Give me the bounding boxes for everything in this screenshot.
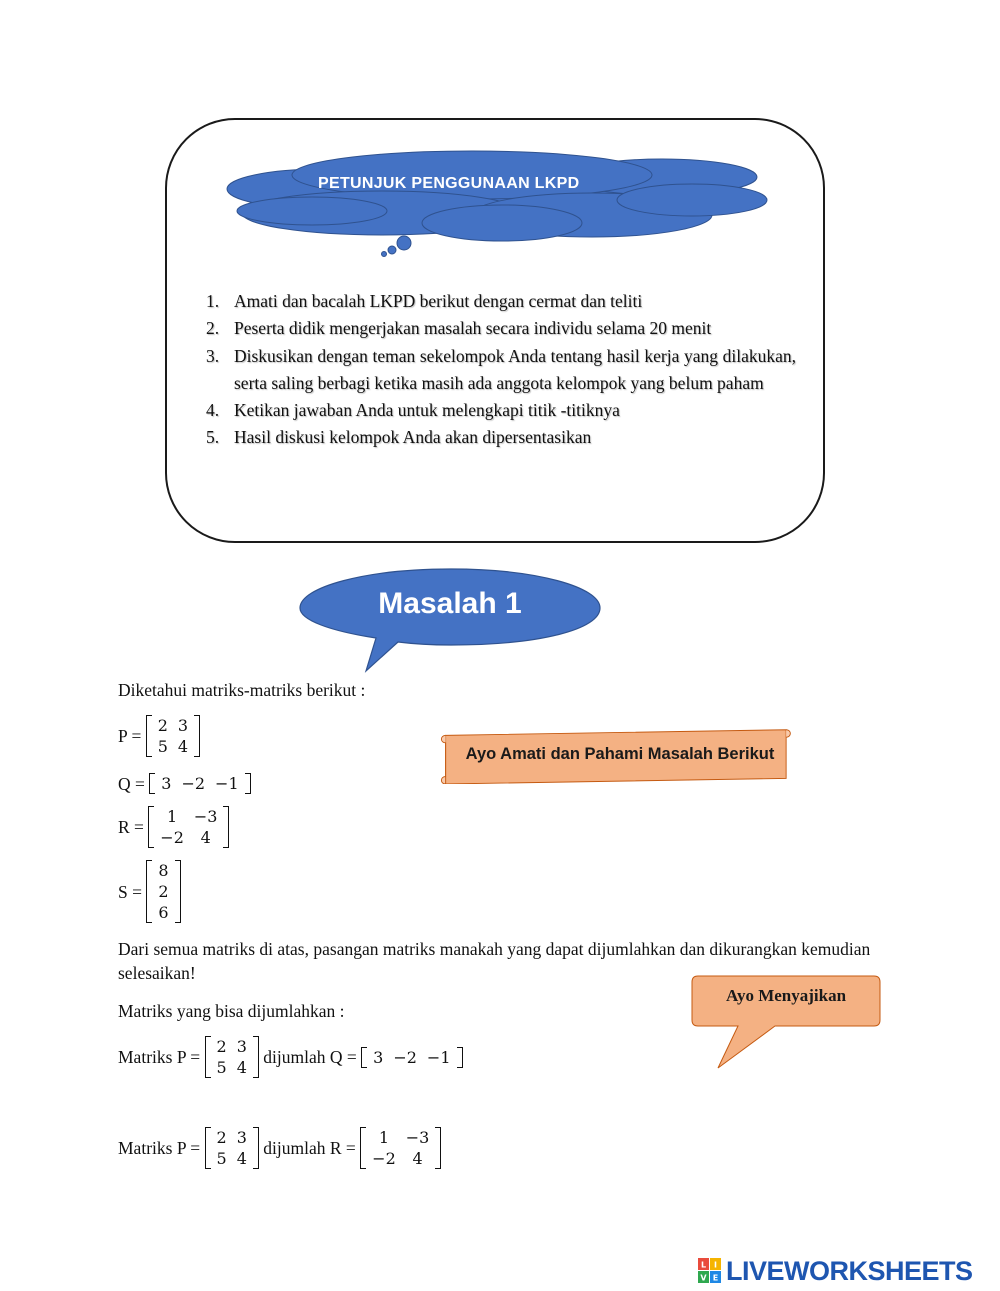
instructions-list <box>206 288 796 452</box>
pair2-row <box>118 1127 441 1169</box>
matrix-r <box>360 1127 441 1169</box>
list-item-number: 4. <box>206 400 220 421</box>
matrix-s <box>146 860 180 923</box>
matrix-cell: 3 <box>177 716 189 735</box>
question-text: Dari semua matriks di atas, pasangan matriks manakah yang dapat dijumlahkan dan dikurangkan kemudian selesaikan! <box>118 939 871 983</box>
matrix-q-label: Q = <box>118 773 145 794</box>
list-item <box>206 315 796 342</box>
pair1-connector: dijumlah Q = <box>263 1047 357 1067</box>
matrix-cell: −1 <box>215 774 239 794</box>
matrix-cell: 2 <box>157 716 168 735</box>
badge-letter: I <box>714 1260 717 1270</box>
list-item <box>206 397 796 424</box>
pair2-prefix: Matriks P = <box>118 1138 201 1158</box>
matrix-r-label: R = <box>118 817 144 837</box>
matrix-q <box>361 1047 462 1068</box>
liveworksheets-badge-icon <box>698 1258 722 1284</box>
matrix-cell: 3 <box>236 1037 247 1056</box>
list-item-text: Hasil diskusi kelompok Anda akan dipersentasikan <box>234 427 592 448</box>
liveworksheets-logo <box>698 1255 973 1287</box>
matrix-p-label: P = <box>118 726 142 746</box>
matrix-cell: 3 <box>161 774 172 794</box>
list-item-text: Ketikan jawaban Anda untuk melengkapi titik -titiknya <box>234 400 620 421</box>
masalah-title: Masalah 1 <box>378 587 522 620</box>
list-item <box>206 424 796 451</box>
list-item-text: Amati dan bacalah LKPD berikut dengan cermat dan teliti <box>234 291 643 311</box>
pair2-connector: dijumlah R = <box>263 1138 356 1158</box>
matrix-cell: 5 <box>216 1058 227 1077</box>
matrix-cell: 8 <box>158 861 169 880</box>
intro-text: Diketahui matriks-matriks berikut : <box>118 680 366 700</box>
pair1-prefix: Matriks P = <box>118 1047 201 1067</box>
matrix-r-row <box>118 806 229 848</box>
matrix-p <box>205 1036 259 1078</box>
logo-text: LIVEWORKSHEETS <box>726 1255 973 1286</box>
matrix-cell: 5 <box>216 1149 227 1168</box>
matrix-s-label: S = <box>118 881 142 902</box>
matrix-cell: 3 <box>373 1047 384 1067</box>
matrix-p <box>205 1127 259 1169</box>
matrix-cell: 1 <box>167 807 178 826</box>
pair1-row <box>118 1036 463 1078</box>
matrix-cell: 6 <box>158 903 169 922</box>
matrix-cell: 4 <box>200 828 211 847</box>
list-item-text: Diskusikan dengan teman sekelompok Anda tentang hasil kerja yang dilakukan, serta saling berbagi ketika masih ada anggota kelompok yang belum paham <box>234 345 796 393</box>
matrix-cell: −1 <box>426 1047 451 1067</box>
instructions-cloud <box>222 145 772 260</box>
matrix-p-row <box>118 715 200 757</box>
matrix-q-row <box>118 770 251 796</box>
matrix-cell: 1 <box>378 1128 390 1147</box>
matrix-p <box>146 715 200 757</box>
badge-letter: E <box>712 1273 719 1283</box>
callout-text: Ayo Menyajikan <box>725 986 847 1005</box>
matrix-cell: 4 <box>236 1149 247 1168</box>
matrix-cell: 5 <box>157 737 168 756</box>
matrix-cell: 4 <box>236 1058 247 1077</box>
matrix-cell: −2 <box>372 1149 396 1168</box>
matrix-cell: 4 <box>177 737 189 756</box>
list-item-number: 1. <box>206 291 220 311</box>
matrix-s-row <box>118 860 181 923</box>
matrix-cell: −3 <box>405 1128 430 1147</box>
list-item <box>206 343 796 398</box>
list-item <box>206 288 796 315</box>
matrix-cell: −2 <box>160 828 184 847</box>
matrix-cell: 4 <box>412 1149 423 1168</box>
matrix-cell: −2 <box>181 774 206 794</box>
matrix-cell: −2 <box>393 1047 417 1067</box>
list-item-number: 2. <box>206 318 220 339</box>
matrix-q <box>149 773 250 794</box>
matrix-cell: −3 <box>193 807 218 826</box>
badge-letter: L <box>700 1260 707 1270</box>
list-item-text: Peserta didik mengerjakan masalah secara individu selama 20 menit <box>234 318 712 339</box>
matrix-cell: 3 <box>236 1128 247 1147</box>
list-item-number: 3. <box>206 345 220 366</box>
instructions-title: PETUNJUK PENGGUNAAN LKPD <box>318 175 580 192</box>
matrix-cell: 2 <box>216 1128 227 1147</box>
matrix-cell: 2 <box>216 1037 227 1056</box>
subheading-text: Matriks yang bisa dijumlahkan : <box>118 1001 345 1021</box>
matrix-r <box>148 806 229 848</box>
matrix-cell: 2 <box>158 882 169 901</box>
badge-letter: V <box>700 1273 707 1283</box>
list-item-number: 5. <box>206 427 220 448</box>
banner-text: Ayo Amati dan Pahami Masalah Berikut <box>465 745 775 763</box>
